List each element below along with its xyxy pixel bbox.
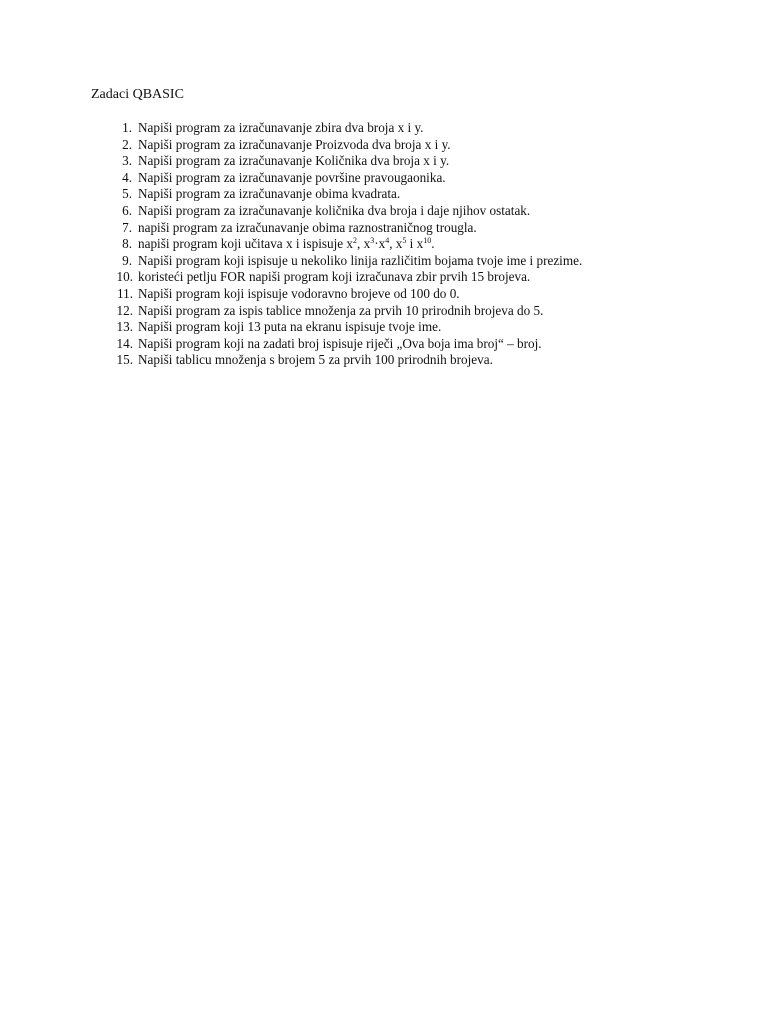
superscript: 3 (370, 236, 375, 246)
task-number: 3. (122, 153, 132, 169)
task-text: Napiši program koji na zadati broj ispisuje riječi „Ova boja ima broj“ – broj. (138, 335, 542, 351)
task-text: napiši program za izračunavanje obima raznostraničnog trougla. (138, 219, 477, 235)
task-number: 5. (122, 186, 132, 202)
task-text: Napiši program za izračunavanje Proizvoda dva broja x i y. (138, 136, 451, 152)
task-text-segment: , x (357, 236, 371, 252)
task-text (138, 236, 435, 253)
task-text: Napiši program za izračunavanje količnika dva broja i daje njihov ostatak. (138, 202, 531, 218)
task-text: Napiši tablicu množenja s brojem 5 za prvih 100 prirodnih brojeva. (138, 352, 493, 368)
task-text: Napiši program za izračunavanje zbira dva broja x i y. (138, 120, 424, 135)
task-number: 1. (122, 120, 132, 135)
task-text-segment: i x (406, 236, 424, 252)
task-text-segment: ·x (374, 236, 386, 252)
task-text: Napiši program za izračunavanje obima kvadrata. (138, 186, 401, 202)
task-number: 15. (116, 352, 133, 368)
task-text: Napiši program koji 13 puta na ekranu ispisuje tvoje ime. (138, 319, 442, 335)
task-text: Napiši program koji ispisuje u nekoliko linija različitim bojama tvoje ime i prezime. (138, 252, 583, 268)
task-text: Napiši program koji ispisuje vodoravno brojeve od 100 do 0. (138, 285, 460, 301)
task-number: 6. (122, 202, 132, 218)
task-number: 12. (116, 302, 133, 318)
task-number: 2. (122, 136, 132, 152)
task-number: 13. (116, 319, 133, 335)
task-number: 14. (116, 335, 133, 351)
task-text-segment: napiši program koji učitava x i ispisuje x (138, 236, 353, 252)
superscript: 10 (423, 236, 432, 246)
task-text: Napiši program za izračunavanje površine pravougaonika. (138, 169, 446, 185)
task-text: Napiši program za izračunavanje Količnika dva broja x i y. (138, 153, 450, 169)
superscript: 2 (353, 236, 357, 246)
task-number: 7. (122, 219, 132, 235)
task-number: 9. (122, 252, 132, 268)
task-text-segment: . (431, 236, 435, 252)
task-number: 4. (122, 169, 132, 185)
task-text-segment: , x (389, 236, 403, 252)
superscript: 5 (402, 236, 407, 246)
task-number: 8. (122, 236, 132, 252)
superscript: 4 (385, 236, 390, 246)
task-text: koristeći petlju FOR napiši program koji izračunava zbir prvih 15 brojeva. (138, 269, 531, 285)
task-number: 10. (116, 269, 133, 285)
task-text: Napiši program za ispis tablice množenja za prvih 10 prirodnih brojeva do 5. (138, 302, 544, 318)
document-title: Zadaci QBASIC (91, 87, 184, 102)
task-number: 11. (117, 285, 133, 301)
